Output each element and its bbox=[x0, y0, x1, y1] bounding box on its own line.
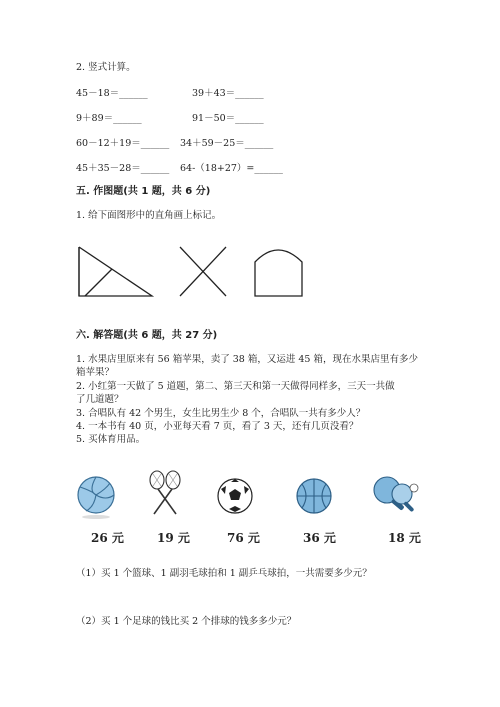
volleyball-icon bbox=[74, 473, 118, 517]
problem-line: 箱苹果？ bbox=[76, 367, 115, 378]
calc-item: 34＋59－25＝______ bbox=[180, 138, 274, 149]
problem-line: 2. 小红第一天做了 5 道题，第二、第三天和第一天做得同样多，三天一共做 bbox=[76, 381, 395, 392]
problem-line: 了几道题？ bbox=[76, 394, 124, 405]
item-price: 19 元 bbox=[157, 531, 190, 545]
item-price: 76 元 bbox=[227, 531, 260, 545]
soccer-ball-icon bbox=[215, 476, 259, 520]
problem-line: 5. 买体育用品。 bbox=[76, 434, 146, 445]
section6-heading: 六. 解答题(共 6 题，共 27 分) bbox=[76, 330, 218, 341]
calc-item: 64-（18+27）=______ bbox=[180, 163, 283, 174]
calc-item: 45－18＝______ bbox=[76, 88, 148, 99]
sub-question-2: （2）买 1 个足球的钱比买 2 个排球的钱多多少元？ bbox=[76, 616, 297, 627]
section5-question: 1. 给下面图形中的直角画上标记。 bbox=[76, 210, 222, 221]
problem-line: 1. 水果店里原来有 56 箱苹果，卖了 38 箱，又运进 45 箱，现在水果店里有多少 bbox=[76, 354, 418, 365]
calc-item: 39＋43＝______ bbox=[192, 88, 264, 99]
calc-item: 9＋89＝______ bbox=[76, 113, 142, 124]
item-price: 18 元 bbox=[388, 531, 421, 545]
right-triangle-figure bbox=[76, 242, 156, 302]
q2-title: 2. 竖式计算。 bbox=[76, 62, 136, 73]
ping-pong-paddles-icon bbox=[370, 474, 424, 518]
problem-line: 3. 合唱队有 42 个男生，女生比男生少 8 个，合唱队一共有多少人？ bbox=[76, 408, 366, 419]
arch-shape-figure bbox=[252, 242, 312, 302]
calc-item: 91－50＝______ bbox=[192, 113, 264, 124]
item-price: 36 元 bbox=[303, 531, 336, 545]
calc-item: 45＋35－28＝______ bbox=[76, 163, 170, 174]
calc-item: 60－12＋19＝______ bbox=[76, 138, 170, 149]
badminton-rackets-icon bbox=[144, 470, 188, 520]
basketball-icon bbox=[294, 476, 338, 520]
item-price: 26 元 bbox=[91, 531, 124, 545]
problem-line: 4. 一本书有 40 页，小亚每天看 7 页，看了 3 天，还有几页没看？ bbox=[76, 421, 359, 432]
sub-question-1: （1）买 1 个篮球、1 副羽毛球拍和 1 副乒乓球拍，一共需要多少元？ bbox=[76, 568, 372, 579]
crossed-lines-figure bbox=[178, 242, 238, 302]
section5-heading: 五. 作图题(共 1 题，共 6 分) bbox=[76, 186, 211, 197]
